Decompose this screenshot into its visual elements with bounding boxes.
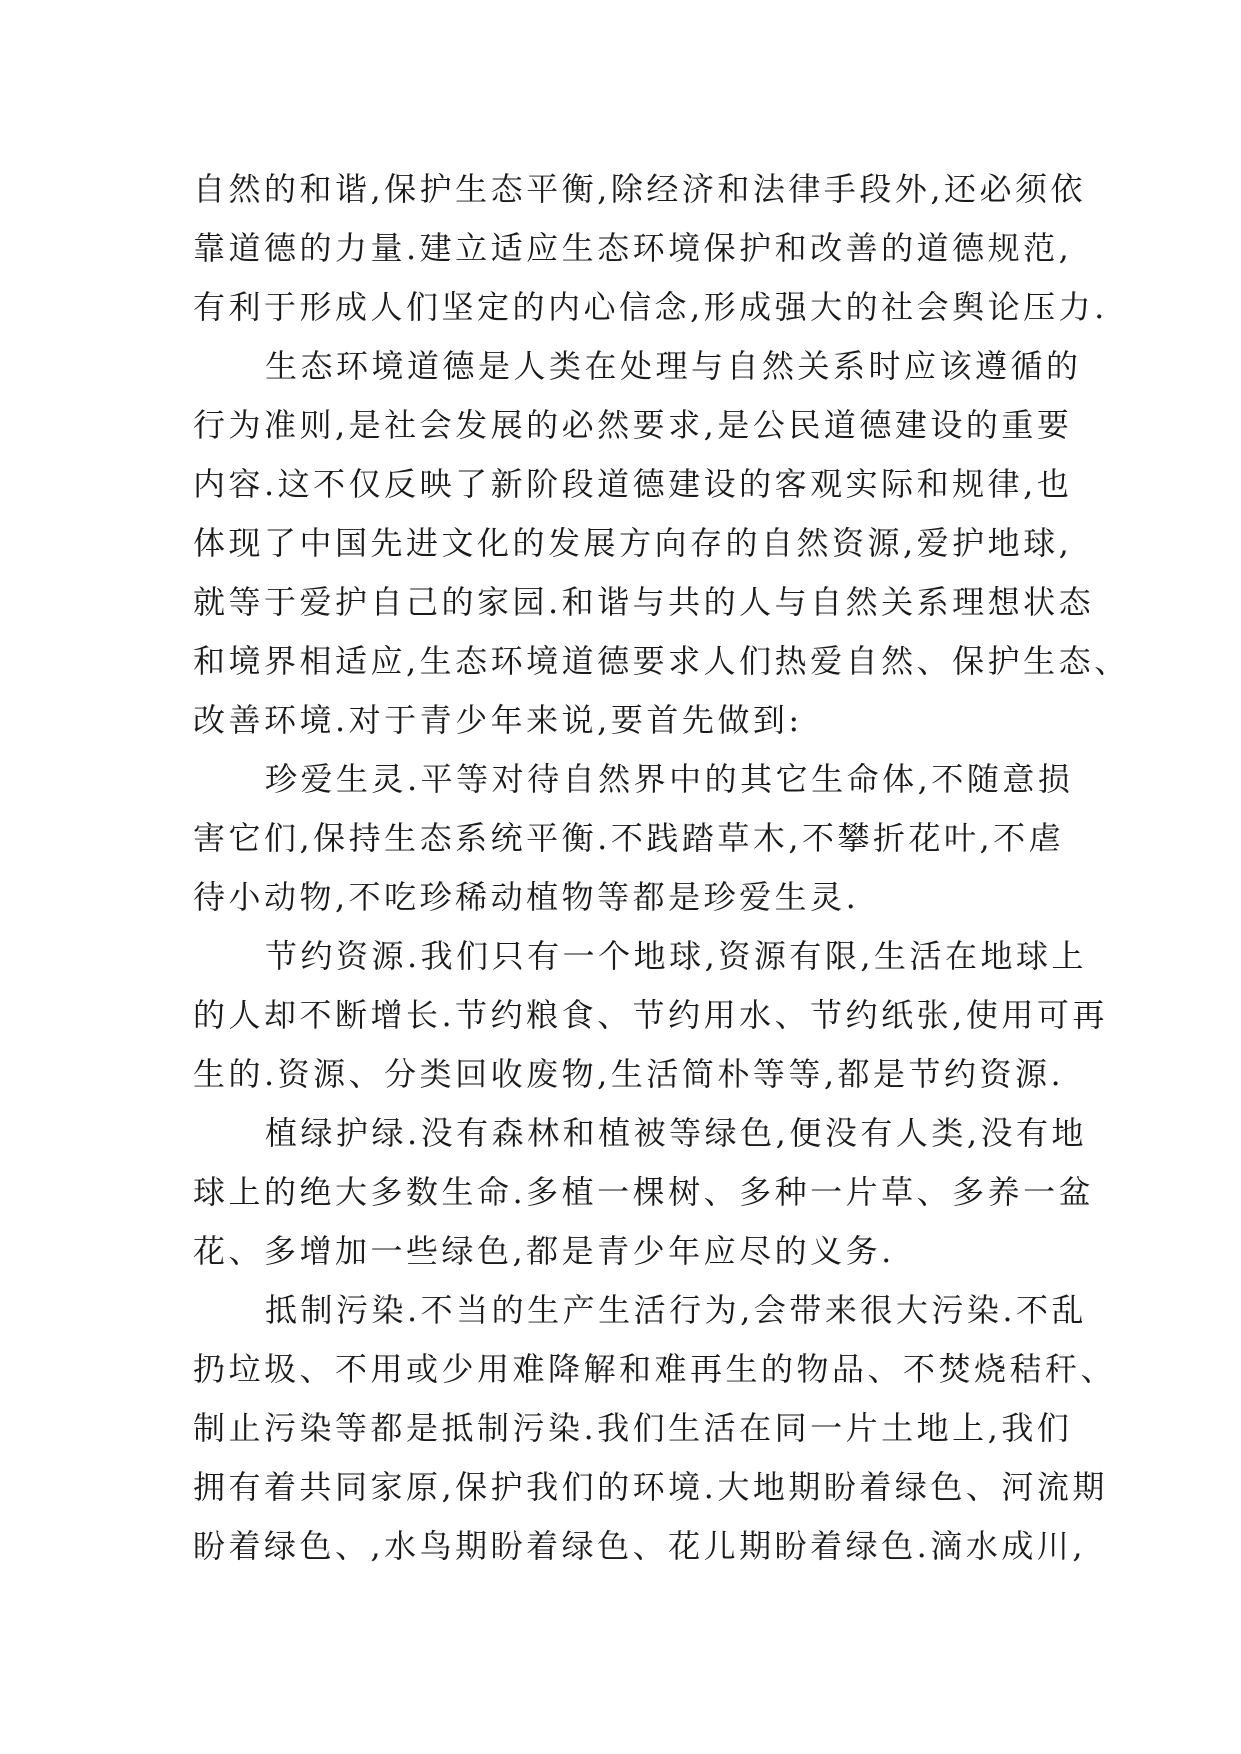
text-line: 的人却不断增长.节约粮食、节约用水、节约纸张,使用可再: [193, 996, 1108, 1034]
text-line: 改善环境.对于青少年来说,要首先做到:: [193, 701, 803, 739]
text-line: 内容.这不仅反映了新阶段道德建设的客观实际和规律,也: [193, 465, 1073, 503]
text-line: 生的.资源、分类回收废物,生活简朴等等,都是节约资源.: [193, 1055, 1065, 1093]
text-line: 体现了中国先进文化的发展方向存的自然资源,爱护地球,: [193, 524, 1073, 562]
text-line: 待小动物,不吃珍稀动植物等都是珍爱生灵.: [193, 878, 860, 916]
text-line: 有利于形成人们坚定的内心信念,形成强大的社会舆论压力.: [193, 288, 1108, 326]
document-body-text: [193, 160, 1130, 1576]
text-line: 和境界相适应,生态环境道德要求人们热爱自然、保护生态、: [193, 642, 1130, 680]
text-line: 靠道德的力量.建立适应生态环境保护和改善的道德规范,: [193, 229, 1073, 267]
text-line: 害它们,保持生态系统平衡.不践踏草木,不攀折花叶,不虐: [193, 819, 1065, 857]
text-line: 球上的绝大多数生命.多植一棵树、多种一片草、多养一盆: [193, 1173, 1095, 1211]
text-line: 盼着绿色、,水鸟期盼着绿色、花儿期盼着绿色.滴水成川,: [193, 1527, 1087, 1565]
text-line: 就等于爱护自己的家园.和谐与共的人与自然关系理想状态: [193, 583, 1095, 621]
paragraph-start-line: 生态环境道德是人类在处理与自然关系时应该遵循的: [265, 347, 1082, 385]
text-line: 花、多增加一些绿色,都是青少年应尽的义务.: [193, 1232, 895, 1270]
text-line: 行为准则,是社会发展的必然要求,是公民道德建设的重要: [193, 406, 1073, 444]
text-line: 扔垃圾、不用或少用难降解和难再生的物品、不焚烧秸秆、: [193, 1350, 1117, 1388]
paragraph-start-line: 节约资源.我们只有一个地球,资源有限,生活在地球上: [265, 937, 1088, 975]
paragraph-start-line: 抵制污染.不当的生产生活行为,会带来很大污染.不乱: [265, 1291, 1088, 1329]
paragraph-start-line: 植绿护绿.没有森林和植被等绿色,便没有人类,没有地: [265, 1114, 1088, 1152]
paragraph-start-line: 珍爱生灵.平等对待自然界中的其它生命体,不随意损: [265, 760, 1074, 798]
text-line: 拥有着共同家原,保护我们的环境.大地期盼着绿色、河流期: [193, 1468, 1108, 1506]
text-line: 自然的和谐,保护生态平衡,除经济和法律手段外,还必须依: [193, 170, 1087, 208]
text-line: 制止污染等都是抵制污染.我们生活在同一片土地上,我们: [193, 1409, 1073, 1447]
